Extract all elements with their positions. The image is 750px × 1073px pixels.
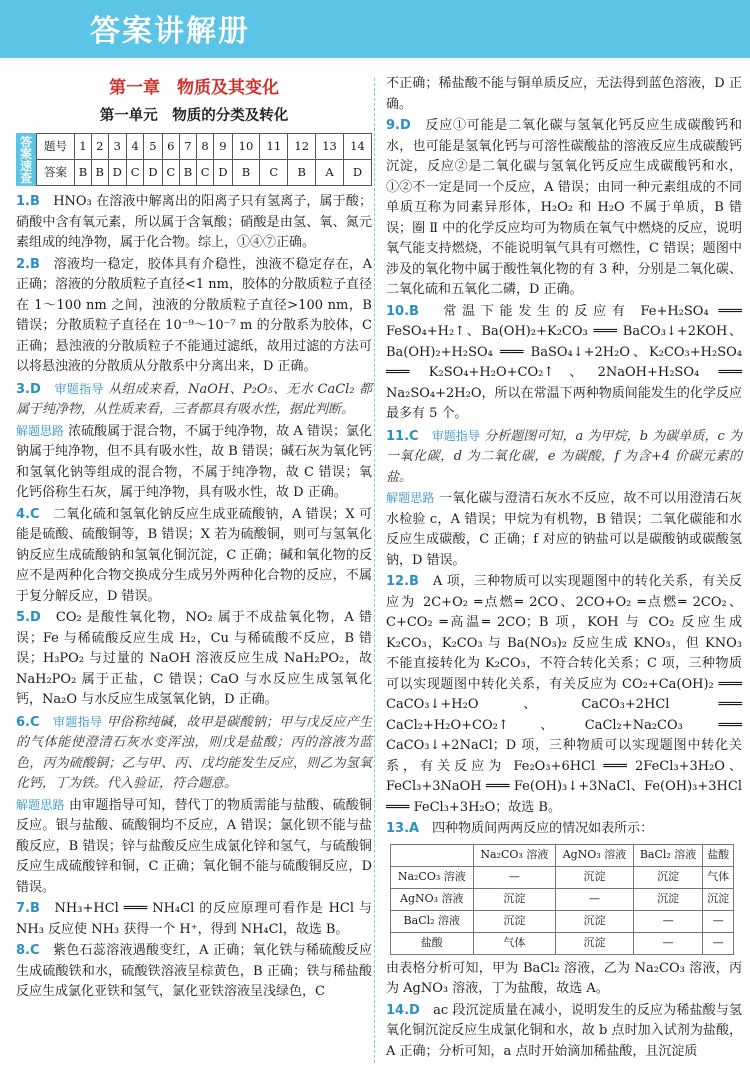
section-tag: 审题指导 — [431, 428, 480, 443]
answer-entry — [386, 116, 742, 301]
answer-entry — [16, 255, 372, 378]
question-number: 1 — [75, 134, 92, 160]
entry-text: HNO₃ 在溶液中解离出的阳离子只有氢离子，属于酸；硝酸中含有氧元素，所以属于含氧酸；硝酸是由氢、氧、氮元素组成的纯净物，属于化合物。综上，①④⑦正确。 — [16, 194, 372, 250]
question-number: 11 — [260, 134, 288, 160]
answer-entry — [386, 1001, 742, 1063]
answer-entry — [16, 192, 372, 254]
answer-cell: B — [91, 160, 108, 186]
entry-number: 14.D — [386, 1002, 434, 1018]
reaction-table-header: Na₂CO₃ 溶液 — [473, 844, 556, 866]
reaction-table-cell: AgNO₃ 溶液 — [391, 888, 474, 910]
entry-number: 5.D — [16, 610, 56, 625]
answer-cell: D — [144, 160, 162, 186]
answer-entry — [16, 379, 372, 504]
entry-number: 8.C — [16, 943, 54, 958]
entry-number: 4.C — [16, 506, 54, 522]
reaction-table-cell: 气体 — [473, 932, 556, 954]
reaction-table-cell: 气体 — [703, 866, 734, 888]
reaction-table-cell: 沉淀 — [556, 910, 634, 932]
question-number: 9 — [214, 134, 232, 160]
reaction-table-cell: 沉淀 — [703, 888, 734, 910]
entry-text: 二氧化硫和氢氧化钠反应生成亚硫酸钠，A 错误；X 可能是硫酸、硫酸铜等，B 错误；X 若为硫酸铜，则可与氢氧化钠反应生成硫酸钠和氢氧化铜沉淀，C 正确；碱和氧化物的反应不是两种化合物交换成分生成另外两种化合物的反应，不属于复分解反应，D 错误。 — [16, 506, 372, 604]
entry-text: 常温下能发生的反应有 Fe+H₂SO₄ ═══ FeSO₄+H₂↑、Ba(OH)₂+K₂CO₃ ═══ BaCO₃↓+2KOH、Ba(OH)₂+H₂SO₄ ═══ BaSO₄↓+2H₂O、K₂CO₃+H₂SO₄ ═══ K₂SO₄+H₂O+CO₂↑、2NaOH+H₂SO₄ ═══ Na₂SO₄+2H₂O，所以在常温下两种物质间能发生的化学反应最多有 5 个。 — [386, 303, 742, 421]
quick-answer-label — [16, 133, 36, 186]
entry-text: 由审题指导可知，替代丁的物质需能与盐酸、硫酸铜反应。银与盐酸、硫酸铜均不反应，A 错误；氯化钡不能与盐酸反应，B 错误；锌与盐酸反应生成氯化锌和氢气，与硫酸铜反应生成硫酸锌和铜，C 正确；氧化铜不能与硫酸铜反应，D 错误。 — [16, 797, 372, 895]
entry-text: 紫色石蕊溶液遇酸变红，A 正确；氧化铁与稀硫酸反应生成硫酸铁和水，硫酸铁溶液呈棕黄色，B 正确；铁与稀盐酸反应生成氯化亚铁和氢气，氯化亚铁溶液呈浅绿色，C — [16, 943, 372, 999]
reaction-table-cell: 沉淀 — [556, 932, 634, 954]
question-number: 3 — [108, 134, 126, 160]
quick-answer-table — [16, 133, 372, 186]
entry-text: 由表格分析可知，甲为 BaCl₂ 溶液，乙为 Na₂CO₃ 溶液，丙为 AgNO₃ 溶液，丁为盐酸，故选 A。 — [386, 960, 742, 996]
entry-number: 13.A — [386, 821, 433, 836]
answer-entry — [16, 608, 372, 711]
page-title: 答案讲解册 — [90, 14, 250, 49]
entry-text: CO₂ 是酸性氧化物，NO₂ 属于不成盐氧化物，A 错误；Fe 与稀硫酸反应生成 H₂，Cu 与稀硫酸不反应，B 错误；H₃PO₂ 与过量的 NaOH 溶液反应生成 NaH₂PO₂，故 NaH₂PO₂ 属于正盐，C 错误；CaO 与水反应生成氢氧化钙，Na₂O 与水反应生成氢氧化钠，D 正确。 — [16, 610, 372, 707]
reaction-table-cell: Na₂CO₃ 溶液 — [391, 866, 474, 888]
section-tag: 解题思路 — [16, 423, 65, 438]
answer-cell: C — [260, 160, 288, 186]
answer-entry — [386, 302, 742, 425]
answer-entry — [16, 712, 372, 899]
entry-text: 四种物质间两两反应的情况如表所示： — [432, 821, 654, 836]
hint-text: 甲俗称纯碱，故甲是碳酸钠；甲与戊反应产生的气体能使澄清石灰水变浑浊，则戊是盐酸；丙的溶液为蓝色，丙为硫酸铜；乙与甲、丙、戊均能发生反应，则乙为氢氧化钙，丁为铁。代入验证，符合题意。 — [16, 714, 372, 791]
quick-label-char: 案 — [19, 146, 32, 161]
question-number: 14 — [343, 134, 371, 160]
reaction-table-cell: — — [703, 910, 734, 932]
question-number: 13 — [316, 134, 344, 160]
reaction-table-cell: — — [473, 866, 556, 888]
answer-cell: B — [288, 160, 316, 186]
chapter-title: 第一章 物质及其变化 — [109, 78, 279, 98]
reaction-table-cell: — — [556, 888, 634, 910]
answer-grid — [36, 133, 372, 186]
answer-cell: D — [108, 160, 126, 186]
reaction-table-row — [391, 910, 734, 932]
answer-cell: D — [343, 160, 371, 186]
entry-text: ac 段沉淀质量在减小，说明发生的反应为稀盐酸与氢氧化铜沉淀反应生成氯化铜和水，故 b 点时加入试剂为盐酸，A 正确；分析可知，a 点时开始滴加稀盐酸，且沉淀质 — [386, 1002, 742, 1059]
entry-number: 9.D — [386, 118, 426, 133]
answer-entry — [386, 572, 742, 818]
row-head-answer: 答案 — [37, 160, 75, 186]
question-number: 12 — [288, 134, 316, 160]
answer-entry — [386, 426, 742, 572]
quick-label-char: 速 — [19, 158, 32, 173]
header-banner — [0, 0, 750, 58]
entry-number: 6.C — [16, 714, 54, 730]
right-column — [386, 74, 742, 1063]
entry-text: 不正确；稀盐酸不能与铜单质反应，无法得到蓝色溶液，D 正确。 — [386, 76, 742, 112]
reaction-table-cell: BaCl₂ 溶液 — [391, 910, 474, 932]
answer-cell: B — [75, 160, 92, 186]
quick-label-char: 答 — [19, 134, 32, 149]
reaction-table-cell: 沉淀 — [473, 910, 556, 932]
reaction-table-cell: 沉淀 — [633, 888, 703, 910]
entry-number: 12.B — [386, 574, 433, 589]
question-number: 7 — [180, 134, 197, 160]
reaction-table-header — [391, 844, 474, 866]
unit-title: 第一单元 物质的分类及转化 — [99, 108, 289, 124]
answer-cell: D — [214, 160, 232, 186]
section-tag: 审题指导 — [53, 714, 103, 729]
reaction-table-cell: — — [703, 932, 734, 954]
left-column — [16, 74, 372, 1004]
reaction-table-header: AgNO₃ 溶液 — [556, 844, 634, 866]
reaction-table-cell: 沉淀 — [633, 866, 703, 888]
right-after-entries — [386, 959, 742, 1063]
answer-cell: A — [316, 160, 344, 186]
entry-text: NH₃+HCl ═══ NH₄Cl 的反应原理可看作是 HCl 与 NH₃ 反应使 NH₃ 获得一个 H⁺，得到 NH₄Cl，故选 B。 — [16, 901, 372, 937]
question-number: 8 — [196, 134, 213, 160]
question-number: 4 — [126, 134, 143, 160]
entry-number: 3.D — [16, 381, 55, 397]
entry-text: 溶液均一稳定，胶体具有介稳性，浊液不稳定存在，A 正确；溶液的分散质粒子直径<1 nm，胶体的分散质粒子直径在 1～100 nm 之间，浊液的分散质粒子直径>100 nm，B 错误；分散质粒子直径在 10⁻⁹～10⁻⁷ m 的分散系为胶体，C 正确；悬浊液的分散质粒子不能通过滤纸，故用过滤的方法可以将悬浊液的分散质从分散系中分离出来，D 正确。 — [16, 256, 372, 374]
section-tag: 解题思路 — [16, 797, 65, 812]
answer-entry — [386, 74, 742, 115]
section-tag: 解题思路 — [386, 491, 435, 505]
hint-text: 从组成来看，NaOH、P₂O₅、无水 CaCl₂ 都属于纯净物，从性质来看，三者都具有吸水性，据此判断。 — [16, 381, 372, 417]
entry-number: 1.B — [16, 194, 54, 209]
entry-number: 2.B — [16, 256, 54, 272]
row-head-question: 题号 — [37, 134, 75, 160]
answer-entry — [386, 819, 742, 840]
reaction-table-header: BaCl₂ 溶液 — [633, 844, 703, 866]
entry-text: 一氧化碳与澄清石灰水不反应，故不可以用澄清石灰水检验 c，A 错误；甲烷为有机物，B 错误；二氧化碳能和水反应生成碳酸，C 正确；f 对应的钠盐可以是碳酸钠或碳酸氢钠，D 错误。 — [386, 491, 742, 568]
question-number: 6 — [162, 134, 179, 160]
question-number: 10 — [232, 134, 260, 160]
answer-entry — [16, 941, 372, 1003]
answer-entry — [16, 505, 372, 608]
reaction-table-row — [391, 932, 734, 954]
answer-entry — [386, 959, 742, 1000]
reaction-table-header: 盐酸 — [703, 844, 734, 866]
answer-cell: C — [196, 160, 213, 186]
section-tag: 审题指导 — [54, 381, 104, 396]
reaction-table-cell: 沉淀 — [556, 866, 634, 888]
answer-cell: B — [232, 160, 260, 186]
reaction-table-cell: — — [633, 910, 703, 932]
answer-cell: B — [180, 160, 197, 186]
reaction-table — [390, 844, 734, 955]
entry-text: A 项，三种物质可以实现题图中的转化关系，有关反应为 2C+O₂ ═点燃═ 2CO、2CO+O₂ ═点燃═ 2CO₂、C+CO₂ ═高温═ 2CO；B 项，KOH 与 CO₂ 反应生成 K₂CO₃，K₂CO₃ 与 Ba(NO₃)₂ 反应生成 KNO₃，但 KNO₃ 不能直接转化为 K₂CO₃，不符合转化关系；C 项，三种物质可以实现题图中转化关系，有关反应为 CO₂+Ca(OH)₂ ═══ CaCO₃↓+H₂O、CaCO₃+2HCl ═══ CaCl₂+H₂O+CO₂↑、CaCl₂+Na₂CO₃ ═══ CaCO₃↓+2NaCl；D 项，三种物质可以实现题图中转化关系，有关反应为 Fe₂O₃+6HCl ═══ 2FeCl₃+3H₂O、FeCl₃+3NaOH ═══ Fe(OH)₃↓+3NaCl、Fe(OH)₃+3HCl ═══ FeCl₃+3H₂O；故选 B。 — [386, 574, 742, 815]
question-number: 5 — [144, 134, 162, 160]
column-divider — [374, 78, 375, 1063]
hint-text: 分析题图可知，a 为甲烷，b 为碳单质，c 为一氧化碳，d 为二氧化碳，e 为碳酸，f 为含+4 价碳元素的盐。 — [386, 428, 742, 485]
answer-cell: C — [162, 160, 179, 186]
entry-text: 浓硫酸属于混合物，不属于纯净物，故 A 错误；氯化钠属于纯净物，但不具有吸水性，故 B 错误；碱石灰为氧化钙和氢氧化钠等组成的混合物，不属于纯净物，故 C 错误；氧化钙俗称生石灰，属于纯净物，具有吸水性，故 D 正确。 — [16, 423, 372, 500]
reaction-table-cell: 沉淀 — [473, 888, 556, 910]
quick-label-char: 查 — [19, 170, 32, 185]
reaction-table-cell: — — [633, 932, 703, 954]
left-entries — [16, 192, 372, 1003]
reaction-table-cell: 盐酸 — [391, 932, 474, 954]
entry-text: 反应①可能是二氧化碳与氢氧化钙反应生成碳酸钙和水，也可能是氢氧化钙与可溶性碳酸盐的溶液反应生成碳酸钙沉淀，反应②是二氧化碳与氢氧化钙反应生成碳酸钙和水，①②不一定是同一个反应，A 错误；由同一种元素组成的不同单质互称为同素异形体，H₂O₂ 和 H₂O 不属于单质，B 错误；圈 Ⅱ 中的化学反应均可为物质在氧气中燃烧的反应，说明氧气能支持燃烧，不能说明氧气具有可燃性，C 错误；题图中涉及的氧化物中属于酸性氧化物的有 3 种，分别是二氧化碳、二氧化硫和五氧化二磷，D 正确。 — [386, 118, 742, 297]
entry-number: 11.C — [386, 428, 432, 444]
answer-cell: C — [126, 160, 143, 186]
reaction-table-row — [391, 888, 734, 910]
question-number: 2 — [91, 134, 108, 160]
entry-number: 7.B — [16, 901, 55, 916]
answer-entry — [16, 899, 372, 940]
entry-number: 10.B — [386, 303, 444, 319]
right-entries — [386, 74, 742, 840]
reaction-table-row — [391, 866, 734, 888]
